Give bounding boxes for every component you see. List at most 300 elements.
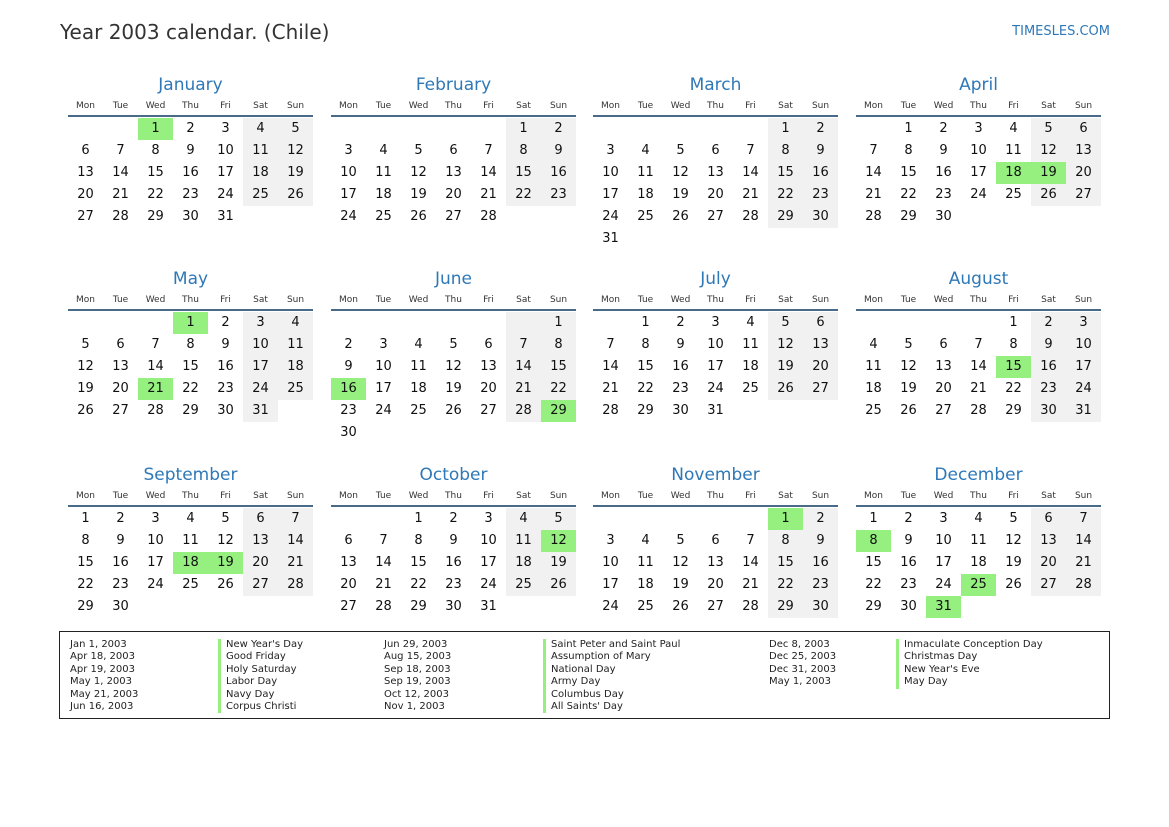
day-cell: 21 [1066,552,1101,574]
weekday-label: Sat [516,491,531,501]
weekday-label: Fri [220,491,231,501]
day-cell: 5 [1031,118,1066,140]
month-name: September [143,465,238,485]
empty-cell [733,228,768,250]
legend-date: Dec 8, 2003 [769,639,830,650]
month-name: April [959,75,998,95]
holiday-day-cell: 18 [173,552,208,574]
day-cell: 10 [602,555,619,570]
day-cell: 12 [1031,140,1066,162]
day-cell: 1 [414,511,423,526]
day-cell: 19 [410,187,427,202]
legend-holiday-name: Corpus Christi [218,701,303,713]
empty-cell [103,118,138,140]
weekday-label: Wed [145,491,166,501]
weekday-label: Tue [112,295,129,305]
empty-cell [856,312,891,334]
weekday-label: Thu [182,101,199,111]
day-cell: 20 [243,552,278,574]
month-february [331,74,576,228]
empty-cell [138,596,173,618]
day-cell: 29 [182,403,199,418]
day-cell: 6 [803,312,838,334]
legend-date: Sep 18, 2003 [384,663,451,675]
day-cell: 30 [340,425,357,440]
day-cell: 5 [676,143,685,158]
day-cell: 28 [742,209,759,224]
day-cell: 22 [182,381,199,396]
page-title: Year 2003 calendar. (Chile) [60,20,330,44]
day-cell: 27 [707,599,724,614]
weekday-label: Sat [516,295,531,305]
day-cell: 13 [935,359,952,374]
day-cell: 17 [217,165,234,180]
day-cell: 6 [711,533,720,548]
legend-holiday-name: Holy Saturday [218,664,303,676]
day-grid [68,118,313,228]
day-cell: 21 [375,577,392,592]
day-cell: 17 [602,577,619,592]
day-cell: 25 [742,381,759,396]
day-cell: 5 [221,511,230,526]
empty-cell [541,422,576,444]
day-cell: 9 [1031,334,1066,356]
day-cell: 15 [506,162,541,184]
day-cell: 13 [803,334,838,356]
day-cell: 14 [602,359,619,374]
day-cell: 29 [768,596,803,618]
empty-cell [628,508,663,530]
weekday-header [68,487,313,507]
holiday-day-cell: 1 [173,312,208,334]
day-cell: 2 [803,118,838,140]
day-cell: 5 [768,312,803,334]
weekday-label: Sat [1041,295,1056,305]
weekday-label: Fri [745,101,756,111]
day-cell: 15 [637,359,654,374]
month-december [856,464,1101,618]
day-cell: 26 [672,599,689,614]
day-cell: 20 [707,187,724,202]
day-cell: 7 [506,334,541,356]
day-cell: 6 [1066,118,1101,140]
day-cell: 2 [904,511,913,526]
empty-cell [663,508,698,530]
day-cell: 15 [147,165,164,180]
day-cell: 31 [1066,400,1101,422]
weekday-label: Sat [1041,491,1056,501]
day-cell: 15 [768,162,803,184]
day-cell: 22 [77,577,94,592]
weekday-label: Sun [1074,491,1093,501]
day-cell: 13 [445,165,462,180]
day-cell: 22 [541,378,576,400]
month-june [331,268,576,444]
empty-cell [243,596,278,618]
day-cell: 5 [278,118,313,140]
day-cell: 10 [602,165,619,180]
day-cell: 1 [506,118,541,140]
day-cell: 15 [410,555,427,570]
weekday-label: Tue [900,295,917,305]
day-cell: 14 [506,356,541,378]
holiday-day-cell: 31 [926,596,961,618]
month-name: February [415,75,492,95]
month-name: July [700,269,731,289]
day-cell: 15 [77,555,94,570]
weekday-header [68,97,313,117]
weekday-label: Sat [778,295,793,305]
day-cell: 16 [672,359,689,374]
weekday-label: Sun [549,295,568,305]
day-cell: 4 [1009,121,1018,136]
day-cell: 4 [974,511,983,526]
day-cell: 8 [768,140,803,162]
day-cell: 5 [1009,511,1018,526]
legend-names-1 [218,639,303,713]
empty-cell [698,228,733,250]
day-cell: 2 [676,315,685,330]
weekday-label: Tue [112,491,129,501]
day-grid [593,312,838,422]
day-cell: 31 [243,400,278,422]
day-cell: 9 [904,533,913,548]
weekday-label: Tue [637,491,654,501]
day-cell: 1 [541,312,576,334]
day-cell: 22 [506,184,541,206]
day-cell: 2 [1031,312,1066,334]
empty-cell [366,312,401,334]
day-grid [331,118,576,228]
day-cell: 24 [340,209,357,224]
day-cell: 11 [278,334,313,356]
weekday-label: Mon [601,295,620,305]
day-cell: 7 [606,337,615,352]
day-cell: 30 [182,209,199,224]
empty-cell [173,596,208,618]
weekday-label: Sun [549,101,568,111]
weekday-label: Fri [483,101,494,111]
day-cell: 9 [803,140,838,162]
empty-cell [436,312,471,334]
day-cell: 7 [379,533,388,548]
day-cell: 5 [449,337,458,352]
empty-cell [541,206,576,228]
day-grid [331,312,576,444]
day-cell: 7 [116,143,125,158]
weekday-label: Sun [811,295,830,305]
empty-cell [593,508,628,530]
day-cell: 3 [243,312,278,334]
weekday-label: Wed [408,491,429,501]
day-grid [331,508,576,618]
day-cell: 20 [935,381,952,396]
weekday-label: Thu [182,491,199,501]
day-cell: 27 [480,403,497,418]
empty-cell [733,400,768,422]
holiday-day-cell: 21 [138,378,173,400]
empty-cell [961,596,996,618]
day-cell: 22 [1005,381,1022,396]
holiday-day-cell: 12 [541,530,576,552]
month-november [593,464,838,618]
empty-cell [471,312,506,334]
weekday-label: Fri [1008,491,1019,501]
day-cell: 12 [410,165,427,180]
day-cell: 3 [939,511,948,526]
day-grid [68,312,313,422]
day-cell: 30 [1031,400,1066,422]
day-cell: 13 [707,555,724,570]
day-cell: 28 [1066,574,1101,596]
month-may [68,268,313,422]
day-cell: 14 [147,359,164,374]
weekday-header [331,291,576,311]
day-cell: 9 [939,143,948,158]
weekday-label: Thu [445,295,462,305]
weekday-label: Wed [670,101,691,111]
empty-cell [593,312,628,334]
legend-date: Aug 15, 2003 [384,651,452,663]
day-cell: 28 [970,403,987,418]
weekday-label: Thu [707,101,724,111]
empty-cell [506,206,541,228]
day-cell: 5 [414,143,423,158]
legend-date: Dec 25, 2003 [769,651,837,663]
day-cell: 2 [344,337,353,352]
day-cell: 24 [243,378,278,400]
day-cell: 30 [672,403,689,418]
weekday-label: Wed [408,101,429,111]
legend-dates-2 [384,639,451,713]
day-cell: 13 [480,359,497,374]
day-cell: 24 [217,187,234,202]
day-cell: 22 [768,184,803,206]
day-cell: 16 [900,555,917,570]
day-cell: 9 [344,359,353,374]
weekday-header [593,291,838,311]
day-cell: 7 [974,337,983,352]
day-grid [856,118,1101,228]
day-cell: 13 [243,530,278,552]
day-cell: 6 [81,143,90,158]
day-cell: 21 [742,577,759,592]
weekday-header [856,97,1101,117]
day-cell: 19 [445,381,462,396]
day-cell: 17 [340,187,357,202]
legend-date: Jan 1, 2003 [70,639,127,650]
weekday-label: Sat [253,491,268,501]
legend-holiday-name: Columbus Day [543,689,680,701]
day-cell: 20 [707,577,724,592]
day-cell: 10 [375,359,392,374]
empty-cell [996,206,1031,228]
empty-cell [103,312,138,334]
day-grid [68,508,313,618]
day-cell: 9 [803,530,838,552]
day-cell: 3 [151,511,160,526]
empty-cell [366,422,401,444]
day-cell: 25 [1005,187,1022,202]
day-cell: 21 [742,187,759,202]
weekday-label: Fri [745,491,756,501]
weekday-header [68,291,313,311]
legend-holiday-name: New Year's Eve [896,664,1043,676]
day-cell: 12 [278,140,313,162]
day-cell: 28 [278,574,313,596]
weekday-label: Mon [601,101,620,111]
day-cell: 27 [243,574,278,596]
day-cell: 10 [243,334,278,356]
legend-date: Jun 29, 2003 [384,639,448,650]
day-cell: 21 [480,187,497,202]
day-cell: 15 [900,165,917,180]
holiday-legend [59,631,1110,719]
day-cell: 11 [375,165,392,180]
empty-cell [628,118,663,140]
day-cell: 11 [742,337,759,352]
day-cell: 6 [449,143,458,158]
weekday-label: Tue [375,295,392,305]
empty-cell [926,312,961,334]
day-cell: 4 [869,337,878,352]
day-cell: 2 [116,511,125,526]
day-cell: 1 [904,121,913,136]
legend-date: Apr 19, 2003 [70,663,136,675]
weekday-label: Sun [549,491,568,501]
holiday-day-cell: 25 [961,574,996,596]
weekday-label: Wed [933,101,954,111]
day-cell: 29 [637,403,654,418]
day-cell: 4 [414,337,423,352]
holiday-day-cell: 16 [331,378,366,400]
day-cell: 6 [116,337,125,352]
day-cell: 6 [711,143,720,158]
site-link[interactable]: TIMESLES.COM [1012,24,1110,39]
day-cell: 27 [1031,574,1066,596]
empty-cell [436,422,471,444]
day-cell: 1 [869,511,878,526]
day-cell: 26 [217,577,234,592]
month-name: November [671,465,760,485]
weekday-label: Tue [375,491,392,501]
empty-cell [1031,206,1066,228]
empty-cell [698,118,733,140]
day-cell: 1 [81,511,90,526]
month-july [593,268,838,422]
day-cell: 6 [939,337,948,352]
empty-cell [68,312,103,334]
day-cell: 17 [480,555,497,570]
day-cell: 24 [602,599,619,614]
day-cell: 30 [112,599,129,614]
day-cell: 6 [1031,508,1066,530]
day-cell: 13 [1066,140,1101,162]
day-cell: 23 [217,381,234,396]
day-cell: 30 [217,403,234,418]
day-cell: 21 [278,552,313,574]
day-cell: 25 [182,577,199,592]
weekday-label: Mon [339,101,358,111]
day-cell: 5 [541,508,576,530]
day-cell: 7 [1066,508,1101,530]
legend-holiday-name: Saint Peter and Saint Paul [543,639,680,651]
day-cell: 23 [182,187,199,202]
day-cell: 5 [904,337,913,352]
day-cell: 16 [112,555,129,570]
day-cell: 26 [768,378,803,400]
day-cell: 7 [484,143,493,158]
day-cell: 28 [147,403,164,418]
day-cell: 22 [410,577,427,592]
day-cell: 19 [768,356,803,378]
day-cell: 28 [602,403,619,418]
legend-holiday-name: Inmaculate Conception Day [896,639,1043,651]
day-cell: 22 [637,381,654,396]
day-cell: 24 [970,187,987,202]
weekday-label: Thu [707,491,724,501]
day-cell: 18 [865,381,882,396]
holiday-day-cell: 15 [996,356,1031,378]
day-cell: 29 [410,599,427,614]
weekday-label: Sun [811,101,830,111]
day-cell: 11 [865,359,882,374]
day-cell: 22 [865,577,882,592]
empty-cell [961,312,996,334]
day-cell: 25 [865,403,882,418]
legend-date: Sep 19, 2003 [384,676,451,688]
day-cell: 24 [147,577,164,592]
day-cell: 24 [602,209,619,224]
day-cell: 8 [904,143,913,158]
weekday-label: Wed [145,101,166,111]
day-cell: 8 [414,533,423,548]
day-cell: 26 [900,403,917,418]
day-cell: 12 [77,359,94,374]
day-cell: 10 [340,165,357,180]
legend-holiday-name: Navy Day [218,689,303,701]
day-cell: 18 [506,552,541,574]
day-cell: 7 [151,337,160,352]
day-cell: 4 [379,143,388,158]
day-cell: 11 [1005,143,1022,158]
day-cell: 11 [637,165,654,180]
day-cell: 23 [1031,378,1066,400]
holiday-day-cell: 19 [208,552,243,574]
day-cell: 3 [606,143,615,158]
day-cell: 8 [1009,337,1018,352]
weekday-label: Sun [811,491,830,501]
day-cell: 3 [221,121,230,136]
day-cell: 7 [746,533,755,548]
weekday-label: Tue [637,101,654,111]
weekday-label: Sat [253,101,268,111]
day-cell: 29 [1005,403,1022,418]
empty-cell [733,118,768,140]
day-cell: 23 [803,184,838,206]
day-cell: 14 [112,165,129,180]
day-cell: 8 [186,337,195,352]
weekday-label: Fri [483,295,494,305]
day-cell: 17 [935,555,952,570]
empty-cell [331,118,366,140]
day-cell: 24 [707,381,724,396]
holiday-day-cell: 8 [856,530,891,552]
day-cell: 18 [278,356,313,378]
weekday-label: Mon [601,491,620,501]
empty-cell [401,422,436,444]
day-cell: 10 [1066,334,1101,356]
